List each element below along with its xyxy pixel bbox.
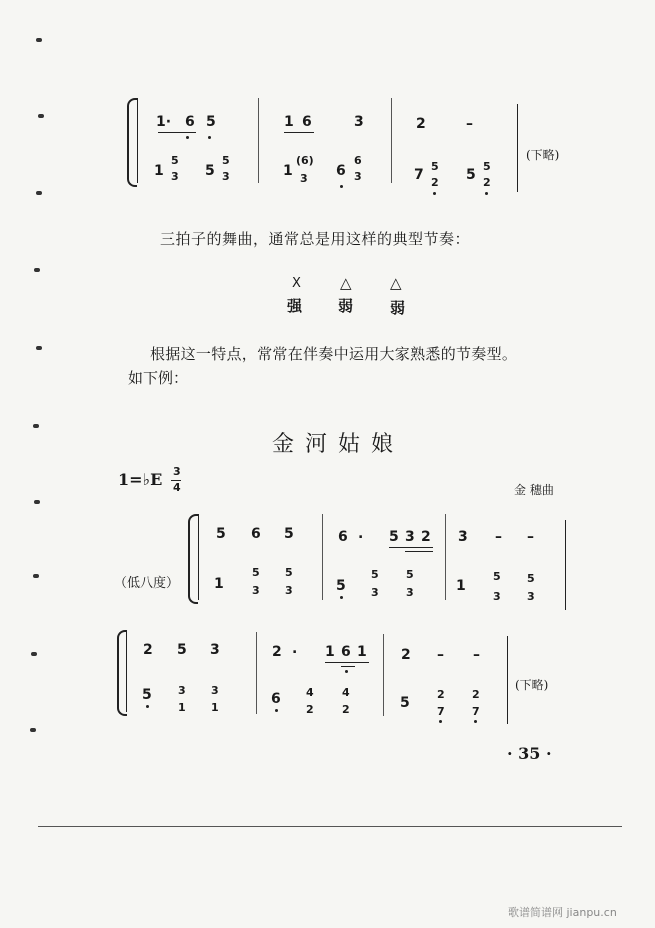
barline bbox=[198, 514, 199, 600]
note: 3 bbox=[252, 584, 260, 597]
low-dot bbox=[275, 709, 278, 712]
note: 3 bbox=[171, 170, 179, 183]
note: 5 bbox=[285, 566, 293, 579]
bottom-rule bbox=[38, 826, 622, 827]
margin-mark bbox=[30, 728, 36, 732]
note: 5 bbox=[177, 642, 187, 658]
note: 5 bbox=[371, 568, 379, 581]
weak-beat-mark: △ bbox=[390, 274, 402, 292]
song-title: 金 河 姑 娘 bbox=[272, 432, 395, 457]
note: 3 bbox=[178, 684, 186, 697]
margin-mark bbox=[33, 424, 39, 428]
low-dot bbox=[474, 720, 477, 723]
note: 2 bbox=[472, 688, 480, 701]
barline bbox=[256, 632, 257, 714]
beam bbox=[341, 666, 355, 667]
note: 5 bbox=[205, 163, 215, 179]
note: 2 bbox=[306, 703, 314, 716]
note: 5 bbox=[252, 566, 260, 579]
beam bbox=[325, 662, 369, 663]
ending-note: (下略) bbox=[515, 678, 549, 692]
lower-octave-note: （低八度） bbox=[114, 576, 180, 591]
note: . bbox=[292, 641, 298, 657]
weak-label: 弱 bbox=[390, 299, 406, 317]
time-top: 3 bbox=[173, 465, 181, 478]
barline bbox=[445, 514, 446, 600]
low-dot bbox=[208, 136, 211, 139]
beam bbox=[389, 547, 433, 548]
note: 6 bbox=[354, 154, 362, 167]
margin-mark bbox=[34, 500, 40, 504]
note: 6 bbox=[336, 163, 346, 179]
barline bbox=[565, 520, 566, 610]
barline bbox=[507, 636, 508, 724]
low-dot bbox=[146, 705, 149, 708]
note: 3 bbox=[527, 590, 535, 603]
note: . bbox=[358, 526, 364, 542]
note: 6 bbox=[185, 114, 195, 130]
barline bbox=[258, 98, 259, 183]
margin-mark bbox=[36, 191, 42, 195]
note: 4 bbox=[306, 686, 314, 699]
margin-mark bbox=[38, 114, 44, 118]
note: 3 bbox=[406, 586, 414, 599]
note: 3 bbox=[405, 529, 415, 545]
note: 7 bbox=[414, 167, 424, 183]
note: 2 bbox=[483, 176, 491, 189]
barline bbox=[383, 634, 384, 716]
strong-beat-mark: X bbox=[292, 276, 301, 291]
note: 1 bbox=[325, 644, 335, 660]
note: 1 bbox=[283, 163, 293, 179]
note: 3 bbox=[458, 529, 468, 545]
beam bbox=[405, 551, 433, 552]
note: 3 bbox=[210, 642, 220, 658]
low-dot bbox=[345, 670, 348, 673]
beam bbox=[284, 132, 314, 133]
note: 2 bbox=[342, 703, 350, 716]
note: 5 bbox=[466, 167, 476, 183]
note: 5 bbox=[336, 578, 346, 594]
note: 1 bbox=[284, 114, 294, 130]
note: 1· bbox=[156, 114, 172, 130]
margin-mark bbox=[33, 574, 39, 578]
note: 4 bbox=[342, 686, 350, 699]
note: 3 bbox=[354, 114, 364, 130]
note: 3 bbox=[222, 170, 230, 183]
strong-label: 强 bbox=[287, 297, 303, 315]
note: 5 bbox=[222, 154, 230, 167]
paragraph: 三拍子的舞曲，通常总是用这样的典型节奏： bbox=[160, 230, 471, 248]
note: 2 bbox=[437, 688, 445, 701]
note: – bbox=[495, 529, 502, 545]
margin-mark bbox=[31, 652, 37, 656]
paragraph: 如下例： bbox=[128, 369, 189, 387]
note: 3 bbox=[211, 684, 219, 697]
note: (6) bbox=[296, 154, 314, 167]
note: – bbox=[466, 116, 473, 132]
composer: 金 穗曲 bbox=[514, 483, 554, 497]
low-dot bbox=[485, 192, 488, 195]
note: 5 bbox=[406, 568, 414, 581]
note: 1 bbox=[211, 701, 219, 714]
margin-mark bbox=[36, 346, 42, 350]
note: 5 bbox=[483, 160, 491, 173]
note: 7 bbox=[472, 705, 480, 718]
system-brace bbox=[188, 514, 198, 604]
note: – bbox=[527, 529, 534, 545]
note: 6 bbox=[338, 529, 348, 545]
ending-note: (下略) bbox=[526, 148, 560, 162]
note: 5 bbox=[171, 154, 179, 167]
barline bbox=[517, 104, 518, 192]
note: 7 bbox=[437, 705, 445, 718]
barline bbox=[322, 514, 323, 600]
time-bottom: 4 bbox=[173, 481, 181, 494]
note: 3 bbox=[285, 584, 293, 597]
low-dot bbox=[340, 596, 343, 599]
page-number: · 35 · bbox=[507, 744, 552, 763]
note: 5 bbox=[216, 526, 226, 542]
low-dot bbox=[186, 136, 189, 139]
note: 5 bbox=[206, 114, 216, 130]
note: 5 bbox=[284, 526, 294, 542]
note: 1 bbox=[154, 163, 164, 179]
barline bbox=[137, 98, 138, 183]
note: 3 bbox=[493, 590, 501, 603]
beam bbox=[158, 132, 196, 133]
note: 5 bbox=[493, 570, 501, 583]
key-signature: 1=♭E bbox=[118, 470, 163, 489]
note: – bbox=[473, 647, 480, 663]
note: 3 bbox=[371, 586, 379, 599]
low-dot bbox=[439, 720, 442, 723]
barline bbox=[391, 98, 392, 183]
margin-mark bbox=[36, 38, 42, 42]
note: 6 bbox=[271, 691, 281, 707]
note: 2 bbox=[416, 116, 426, 132]
low-dot bbox=[340, 185, 343, 188]
weak-label: 弱 bbox=[338, 297, 354, 315]
note: 1 bbox=[357, 644, 367, 660]
watermark: 歌谱简谱网 jianpu.cn bbox=[508, 906, 617, 919]
note: 6 bbox=[341, 644, 351, 660]
note: 1 bbox=[456, 578, 466, 594]
weak-beat-mark: △ bbox=[340, 274, 352, 292]
note: 2 bbox=[431, 176, 439, 189]
note: 2 bbox=[272, 644, 282, 660]
margin-mark bbox=[34, 268, 40, 272]
note: 6 bbox=[302, 114, 312, 130]
note: 1 bbox=[178, 701, 186, 714]
low-dot bbox=[433, 192, 436, 195]
note: 5 bbox=[142, 687, 152, 703]
note: 1 bbox=[214, 576, 224, 592]
barline bbox=[126, 630, 127, 712]
note: 6 bbox=[251, 526, 261, 542]
note: 5 bbox=[431, 160, 439, 173]
note: 2 bbox=[421, 529, 431, 545]
system-brace bbox=[127, 98, 137, 187]
note: – bbox=[437, 647, 444, 663]
note: 5 bbox=[389, 529, 399, 545]
note: 2 bbox=[401, 647, 411, 663]
note: 3 bbox=[354, 170, 362, 183]
note: 5 bbox=[400, 695, 410, 711]
note: 3 bbox=[300, 172, 308, 185]
note: 2 bbox=[143, 642, 153, 658]
note: 5 bbox=[527, 572, 535, 585]
paragraph: 根据这一特点，常常在伴奏中运用大家熟悉的节奏型。 bbox=[150, 345, 518, 363]
